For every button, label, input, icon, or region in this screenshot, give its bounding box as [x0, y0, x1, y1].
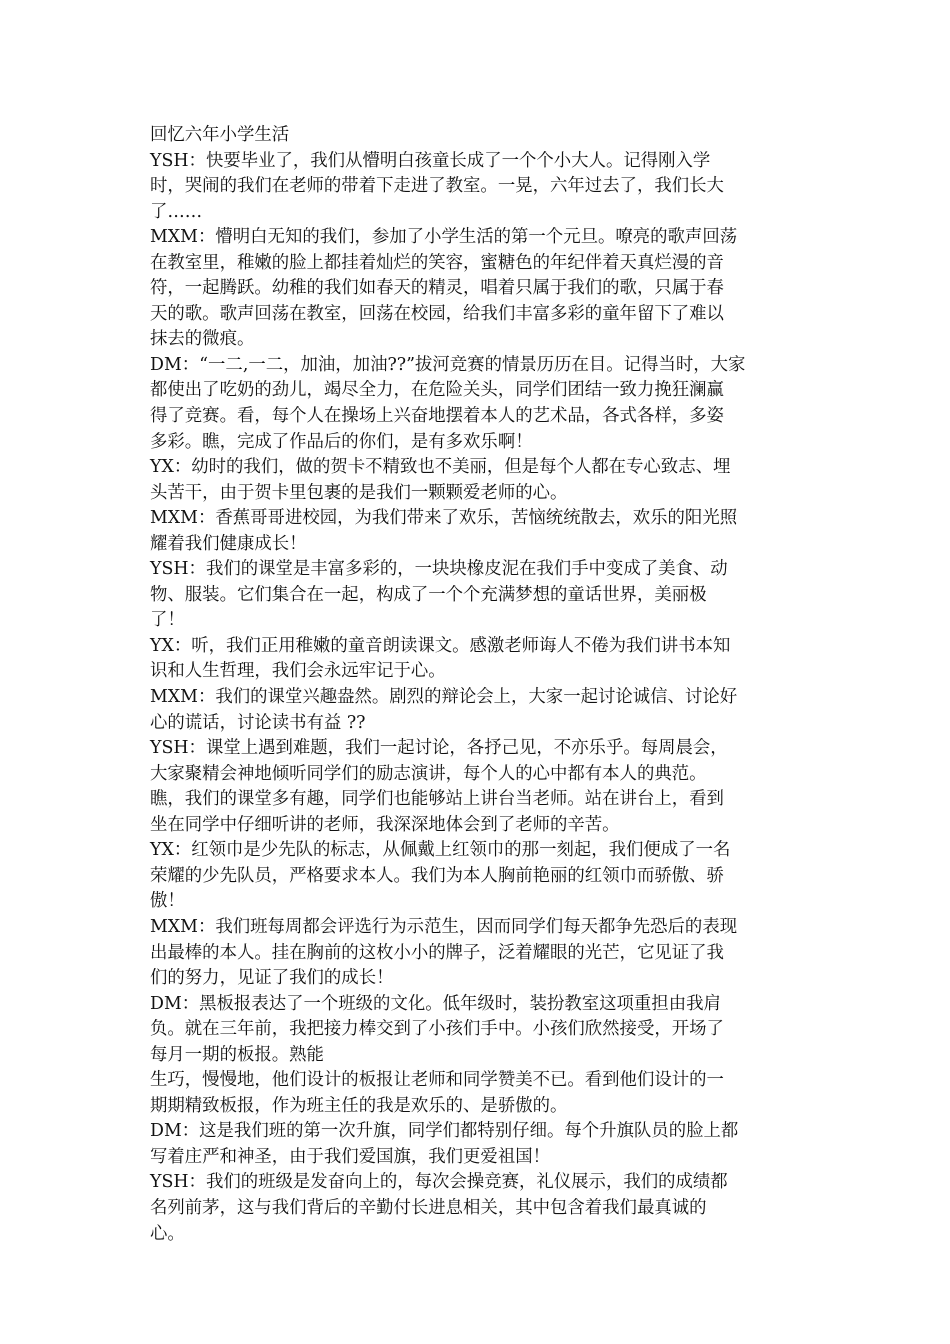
text-line: 每月一期的板报。熟能 — [150, 1044, 324, 1065]
text-line: DM：“一二,一二，加油，加油??”拔河竞赛的情景历历在目。记得当时，大家 — [150, 354, 746, 375]
text-line: 了…… — [150, 201, 203, 222]
text-line: 耀着我们健康成长！ — [150, 533, 307, 554]
text-line: 天的歌。歌声回荡在教室，回荡在校园，给我们丰富多彩的童年留下了难以 — [150, 303, 724, 324]
text-line: 头苦干，由于贺卡里包裹的是我们一颗颗爱老师的心。 — [150, 482, 568, 503]
text-line: 符，一起腾跃。幼稚的我们如春天的精灵，唱着只属于我们的歌，只属于春 — [150, 278, 724, 299]
text-line: 负。就在三年前，我把接力棒交到了小孩们手中。小孩们欣然接受，开场了 — [150, 1019, 724, 1040]
text-line: 期期精致板报，作为班主任的我是欢乐的、是骄傲的。 — [150, 1095, 568, 1116]
text-line: MXM：我们班每周都会评选行为示范生，因而同学们每天都争先恐后的表现 — [150, 916, 738, 937]
text-line: MXM：我们的课堂兴趣盎然。剧烈的辩论会上，大家一起讨论诚信、讨论好 — [150, 687, 738, 708]
text-line: YX：幼时的我们，做的贺卡不精致也不美丽，但是每个人都在专心致志、埋 — [150, 457, 731, 478]
text-line: YSH：我们的班级是发奋向上的，每次会操竞赛，礼仪展示，我们的成绩都 — [150, 1172, 728, 1193]
text-line: 名列前茅，这与我们背后的辛勤付长进息相关，其中包含着我们最真诚的 — [150, 1197, 707, 1218]
text-line: 写着庄严和神圣，由于我们爱国旗，我们更爱祖国！ — [150, 1146, 550, 1167]
text-line: DM：这是我们班的第一次升旗，同学们都特别仔细。每个升旗队员的脸上都 — [150, 1121, 739, 1142]
text-line: 多彩。瞧，完成了作品后的你们，是有多欢乐啊！ — [150, 431, 533, 452]
document-title: 回忆六年小学生活 — [150, 125, 290, 145]
text-line: 荣耀的少先队员，严格要求本人。我们为本人胸前艳丽的红领巾而骄傲、骄 — [150, 865, 724, 886]
text-line: 心的谎话，讨论读书有益 ?? — [150, 712, 366, 733]
text-line: 坐在同学中仔细听讲的老师，我深深地体会到了老师的辛苦。 — [150, 814, 620, 835]
text-line: 出最棒的本人。挂在胸前的这枚小小的牌子，泛着耀眼的光芒，它见证了我 — [150, 942, 724, 963]
text-line: 了！ — [150, 610, 185, 631]
text-line: 傲！ — [150, 891, 185, 912]
text-line: MXM：香蕉哥哥进校园，为我们带来了欢乐，苦恼统统散去，欢乐的阳光照 — [150, 508, 738, 529]
document-body — [150, 123, 805, 1247]
text-line: 识和人生哲理，我们会永远牢记于心。 — [150, 661, 446, 682]
text-line: 在教室里，稚嫩的脸上都挂着灿烂的笑容，蜜糖色的年纪伴着天真烂漫的音 — [150, 252, 724, 273]
text-line: 得了竞赛。看，每个人在操场上兴奋地摆着本人的艺术品，各式各样，多姿 — [150, 406, 724, 427]
text-line: 大家聚精会神地倾听同学们的励志演讲，每个人的心中都有本人的典范。 — [150, 763, 707, 784]
text-line: DM：黑板报表达了一个班级的文化。低年级时，装扮教室这项重担由我肩 — [150, 993, 721, 1014]
text-line: 心。 — [150, 1223, 185, 1244]
text-line: YSH：快要毕业了，我们从懵明白孩童长成了一个个小大人。记得刚入学 — [150, 150, 711, 171]
text-line: 抹去的微痕。 — [150, 329, 255, 350]
text-line: 生巧，慢慢地，他们设计的板报让老师和同学赞美不已。看到他们设计的一 — [150, 1070, 724, 1091]
text-line: 们的努力，见证了我们的成长！ — [150, 968, 394, 989]
text-line: 时，哭闹的我们在老师的带着下走进了教室。一晃，六年过去了，我们长大 — [150, 176, 724, 197]
text-line: YSH：课堂上遇到难题，我们一起讨论，各抒己见，不亦乐乎。每周晨会， — [150, 738, 728, 759]
text-line: 瞧，我们的课堂多有趣，同学们也能够站上讲台当老师。站在讲台上，看到 — [150, 789, 724, 810]
text-line: MXM：懵明白无知的我们，参加了小学生活的第一个元旦。嘹亮的歌声回荡 — [150, 227, 738, 248]
text-line: 都使出了吃奶的劲儿，竭尽全力，在危险关头，同学们团结一致力挽狂澜赢 — [150, 380, 724, 401]
text-line: YSH：我们的课堂是丰富多彩的，一块块橡皮泥在我们手中变成了美食、动 — [150, 559, 728, 580]
text-line: YX：听，我们正用稚嫩的童音朗读课文。感激老师诲人不倦为我们讲书本知 — [150, 635, 731, 656]
text-line: YX：红领巾是少先队的标志，从佩戴上红领巾的那一刻起，我们便成了一名 — [150, 840, 731, 861]
text-line: 物、服装。它们集合在一起，构成了一个个充满梦想的童话世界，美丽极 — [150, 584, 707, 605]
